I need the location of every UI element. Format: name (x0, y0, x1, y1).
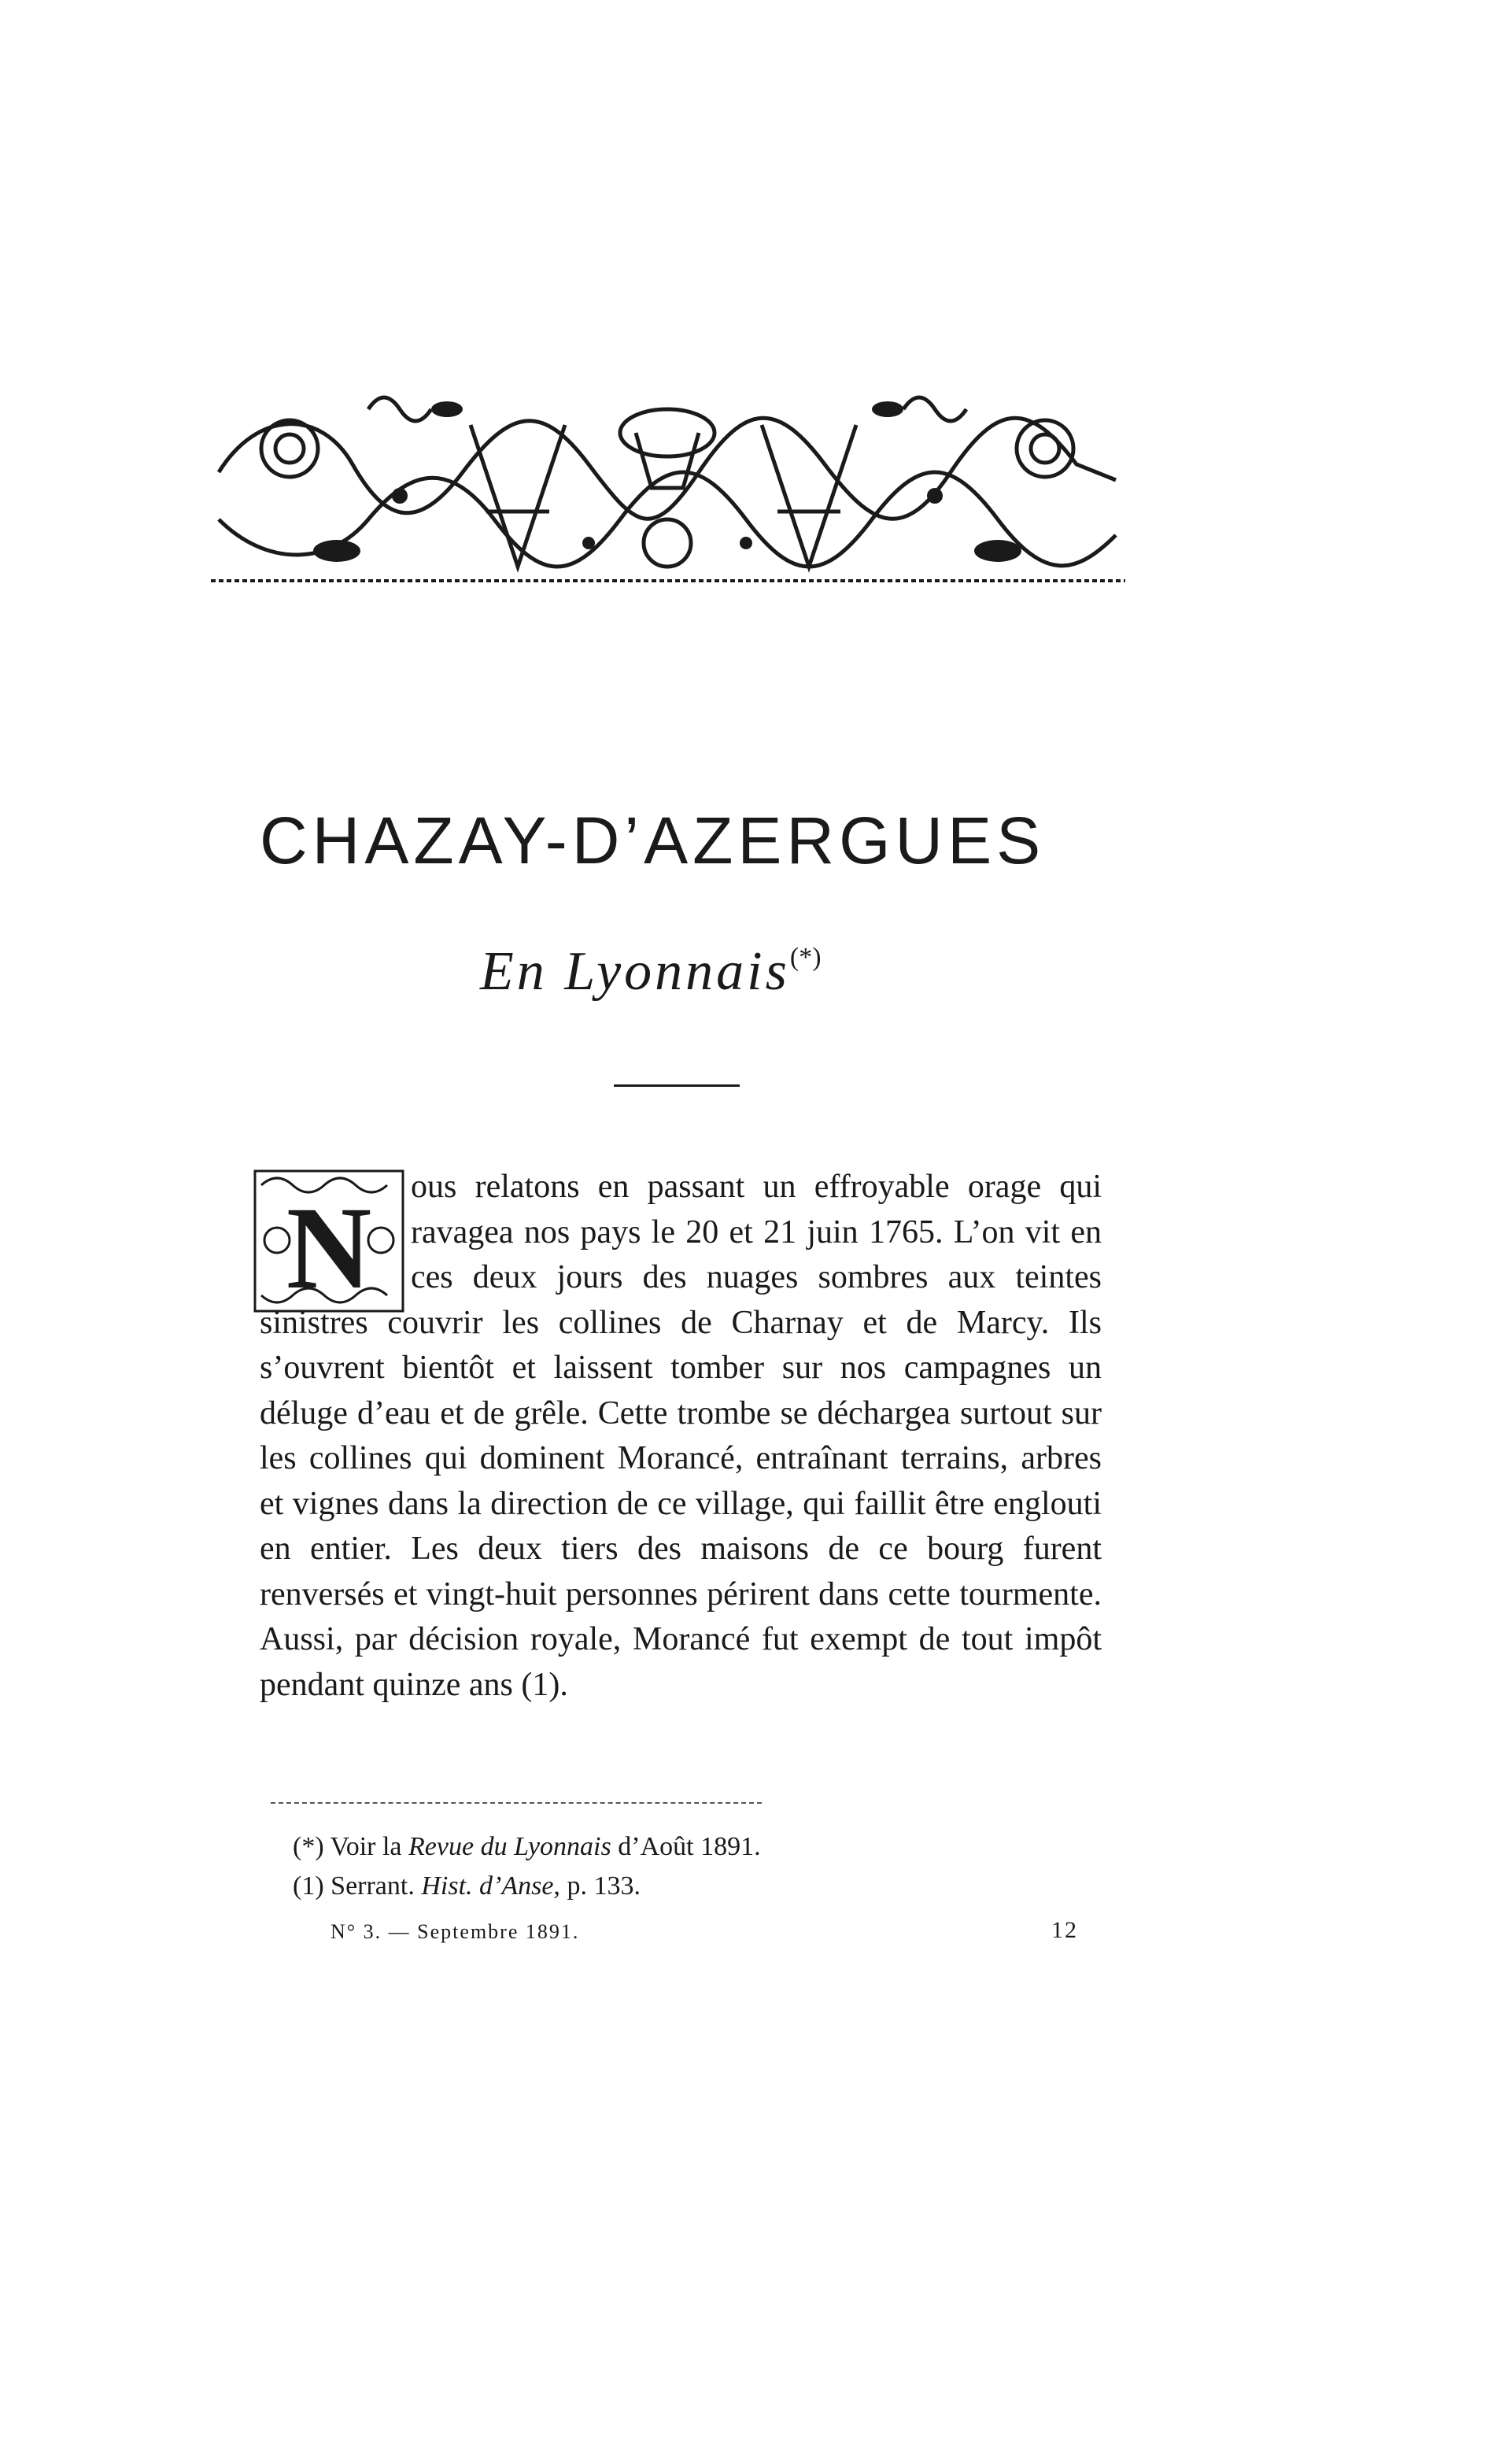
subtitle-footnote-mark: (*) (789, 943, 822, 972)
page-title: CHAZAY-D’AZERGUES (260, 803, 1046, 877)
footnote-mark: (*) (293, 1832, 324, 1861)
body-paragraph (260, 1165, 1102, 1708)
footnote-text: d’Août 1891. (618, 1832, 761, 1861)
footnote-divider (271, 1802, 762, 1804)
page-subtitle (480, 940, 952, 1003)
issue-line: N° 3. — Septembre 1891. (331, 1920, 580, 1943)
footnote-italic: Hist. d’Anse, (421, 1871, 560, 1901)
drop-cap-letter: N (286, 1183, 372, 1313)
drop-cap-spacer (260, 1165, 411, 1298)
footnote-text: Voir la (330, 1832, 402, 1861)
footnote-mark: (1) (293, 1871, 324, 1901)
ornamental-banner (211, 378, 1125, 586)
footnote-text: p. 133. (567, 1871, 641, 1901)
footnote-italic: Revue du Lyonnais (408, 1832, 611, 1861)
footnotes (293, 1827, 1080, 1906)
footnote-text: Serrant. (331, 1871, 415, 1901)
footnote-item (293, 1867, 1080, 1906)
signature-number: 12 (1051, 1917, 1078, 1943)
subtitle-text: En Lyonnais (480, 941, 790, 1002)
ornamental-banner-icon (211, 378, 1125, 586)
paragraph-text: ous relatons en passant un effroyable orage qui ravagea nos pays le 20 et 21 juin 1765. L’on vit en ces deux jours des nuages sombres aux teintes sinistres couvrir les collines de Charnay et de Marcy. Ils s’ouvrent bientôt et laissent tomber sur nos campagnes un déluge d’eau et de grêle. Cette trombe se déchargea surtout sur les collines qui dominent Morancé, entraînant terrains, arbres et vignes dans la direction de ce village, qui faillit être englouti en entier. Les deux tiers des maisons de ce bourg furent renversés et vingt-huit personnes périrent dans cette tourmente. Aussi, par décision royale, Morancé fut exempt de tout impôt pendant quinze ans (1). (260, 1169, 1102, 1703)
footnote-item (293, 1827, 1080, 1867)
title-divider (614, 1084, 740, 1087)
